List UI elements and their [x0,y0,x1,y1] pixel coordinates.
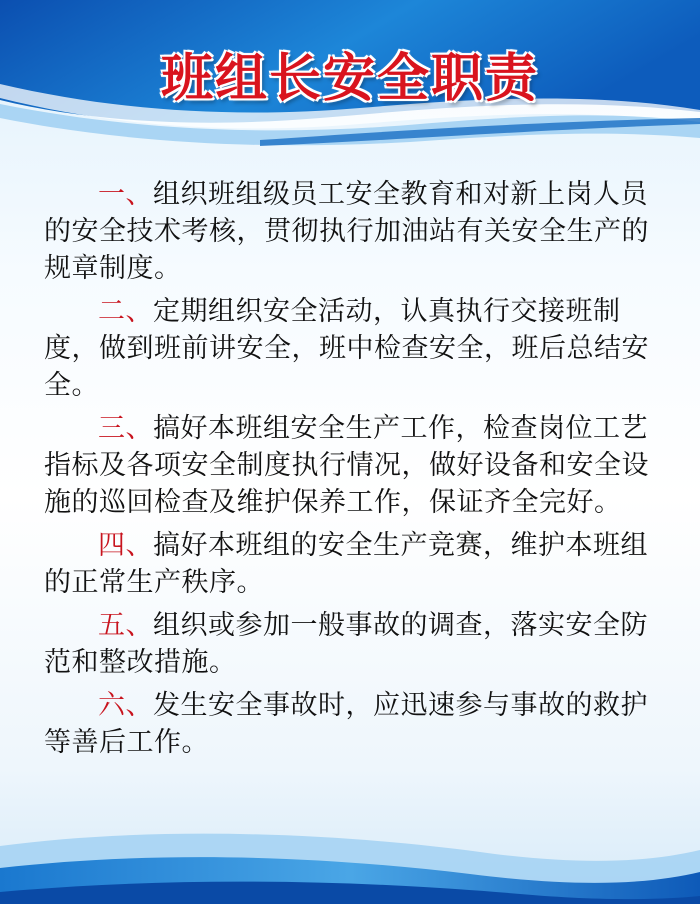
duty-number: 六、 [98,690,153,721]
duty-text: 搞好本班组的安全生产竞赛，维护本班组的正常生产秩序。 [44,530,648,598]
duty-item-4 [44,527,662,601]
duty-item-5 [44,607,662,681]
duty-number: 五、 [98,610,153,641]
duty-number: 四、 [98,530,153,561]
duty-number: 一、 [98,179,153,210]
duty-item-6 [44,687,662,761]
duty-text: 组织或参加一般事故的调查，落实安全防范和整改措施。 [44,610,648,678]
duty-text: 组织班组级员工安全教育和对新上岗人员的安全技术考核，贯彻执行加油站有关安全生产的规章制度。 [44,179,649,284]
duty-item-3 [44,410,662,521]
duty-item-1 [44,176,662,287]
duty-number: 二、 [98,296,153,327]
duty-item-2 [44,293,662,404]
duty-text: 搞好本班组安全生产工作，检查岗位工艺指标及各项安全制度执行情况，做好设备和安全设施的巡回检查及维护保养工作，保证齐全完好。 [44,413,649,518]
duty-text: 发生安全事故时，应迅速参与事故的救护等善后工作。 [44,690,648,758]
page-title: 班组长安全职责 [160,49,539,109]
duty-text: 定期组织安全活动，认真执行交接班制度，做到班前讲安全，班中检查安全，班后总结安全。 [44,296,649,401]
duty-list [44,176,662,767]
duty-number: 三、 [98,413,153,444]
